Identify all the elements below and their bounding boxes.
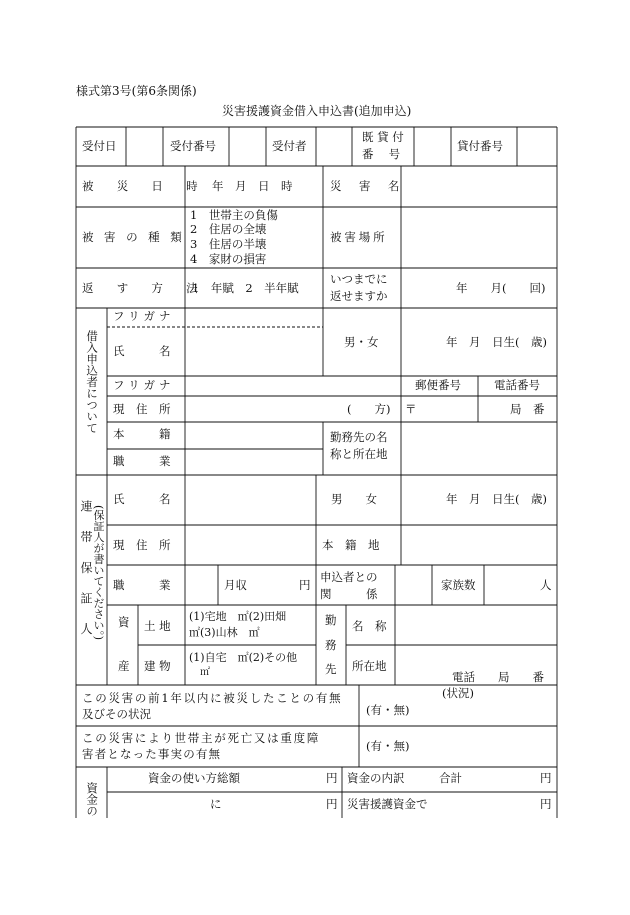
guarantor-relation-field[interactable] <box>396 566 431 604</box>
borrower-birth-field[interactable]: 年 月 日生( 歳) <box>446 335 547 349</box>
damage-option-1[interactable]: 1 世帯主の負傷 <box>190 208 278 222</box>
funds-section-label: 資金の <box>85 782 100 817</box>
guarantor-birth-field[interactable]: 年 月 日生( 歳) <box>446 492 547 506</box>
guarantor-section-note: (保証人が書いてください。) <box>92 505 105 641</box>
prior-loan-no-label-2: 番 号 <box>362 147 401 161</box>
head-death-label-2: 害者となった事実の有無 <box>82 747 222 761</box>
receipt-date-label: 受付日 <box>82 139 117 153</box>
guarantor-domicile-field[interactable] <box>402 526 556 564</box>
guarantor-name-field[interactable] <box>186 476 315 524</box>
prior-disaster-label-1: この災害の前1年以内に被災したことの有無 <box>82 691 343 705</box>
guarantor-relation-label-1: 申込者との <box>320 570 378 584</box>
prior-disaster-status: (状況) <box>442 686 474 700</box>
postal-code-label: 郵便番号 <box>415 378 461 392</box>
workplace-label-1: 勤 <box>325 613 337 627</box>
receipt-no-label: 受付番号 <box>170 139 216 153</box>
guarantor-sex-field[interactable]: 男 女 <box>331 492 377 506</box>
disaster-name-field[interactable] <box>402 167 556 206</box>
land-field-2[interactable]: ㎡(3)山林 ㎡ <box>189 626 260 639</box>
loan-receipt-no-field[interactable] <box>518 128 556 165</box>
phone-number-label: 電話番号 <box>494 378 540 392</box>
borrower-occupation-label: 職 業 <box>113 454 171 468</box>
borrower-address-field[interactable]: ( 方) <box>347 402 391 416</box>
assets-label-top: 資 <box>118 615 130 629</box>
receipt-date-field[interactable] <box>127 128 162 165</box>
borrower-sex-field[interactable]: 男・女 <box>344 335 379 349</box>
borrower-furigana-field[interactable] <box>186 309 322 326</box>
head-death-label-1: この災害により世帯主が死亡又は重度障 <box>82 731 321 745</box>
guarantor-address-field[interactable] <box>186 526 315 564</box>
funds-ni-label: に <box>210 797 222 811</box>
borrower-section-label: 借入申込者について <box>85 330 100 434</box>
disaster-datetime-field[interactable]: 年 月 日 時 <box>212 179 293 193</box>
phone-number-field[interactable]: 局 番 <box>510 402 545 416</box>
funds-disaster-field[interactable]: 円 <box>540 797 552 811</box>
funds-usage-label: 資金の使い方総額 <box>148 771 240 785</box>
guarantor-domicile-label: 本 籍 地 <box>322 538 380 552</box>
repay-method-field[interactable]: 1 年賦 2 半年賦 <box>192 281 299 295</box>
damage-option-4[interactable]: 4 家財の損害 <box>190 252 267 266</box>
disaster-datetime-label: 被 災 日 時 <box>82 179 208 193</box>
prior-loan-no-field[interactable] <box>415 128 450 165</box>
land-field-1[interactable]: (1)宅地 ㎡(2)田畑 <box>189 610 287 623</box>
guarantor-name-label: 氏 名 <box>113 492 171 506</box>
damage-place-field[interactable] <box>402 208 556 267</box>
assets-label-bottom: 産 <box>118 659 130 673</box>
borrower-domicile-label: 本 籍 <box>113 427 171 441</box>
guarantor-occupation-label: 職 業 <box>113 578 171 592</box>
workplace-label-2: 務 <box>325 638 337 652</box>
guarantor-family-field[interactable]: 人 <box>540 578 552 592</box>
repay-until-field[interactable]: 年 月( 回) <box>456 281 546 295</box>
borrower-domicile-field[interactable] <box>186 423 322 448</box>
guarantor-address-label: 現 住 所 <box>113 538 171 552</box>
building-label: 建 物 <box>144 659 171 673</box>
workplace-phone-field[interactable]: 電話 局 番 <box>452 670 544 684</box>
workplace-label-3: 先 <box>325 662 337 676</box>
form-title: 災害援護資金借入申込書(追加申込) <box>222 104 412 118</box>
borrower-address-label: 現 住 所 <box>113 402 171 416</box>
prior-disaster-label-2: 及びその状況 <box>82 707 151 721</box>
funds-ni-field[interactable]: 円 <box>326 797 338 811</box>
head-death-field[interactable]: (有・無) <box>366 739 410 753</box>
land-label: 土 地 <box>144 619 171 633</box>
receiver-label: 受付者 <box>272 139 307 153</box>
funds-disaster-label: 災害援護資金で <box>347 797 428 811</box>
building-field-2[interactable]: ㎡ <box>200 667 210 678</box>
guarantor-family-label: 家族数 <box>441 578 476 592</box>
disaster-name-label: 災 害 名 <box>330 179 407 193</box>
damage-option-3[interactable]: 3 住居の半壊 <box>190 237 267 251</box>
postal-code-field[interactable]: 〒 <box>405 402 417 416</box>
borrower-workplace-field[interactable] <box>402 423 556 474</box>
funds-usage-field[interactable]: 円 <box>326 771 338 785</box>
repay-method-label: 返 す 方 法 <box>82 281 208 295</box>
workplace-name-field[interactable] <box>396 606 556 644</box>
loan-receipt-no-label: 貸付番号 <box>457 139 503 153</box>
damage-option-2[interactable]: 2 住居の全壊 <box>190 222 267 236</box>
prior-disaster-field[interactable]: (有・無) <box>366 703 410 717</box>
borrower-name-field[interactable] <box>186 328 322 375</box>
receiver-field[interactable] <box>317 128 351 165</box>
borrower-workplace-label-1: 勤務先の名 <box>330 430 388 444</box>
damage-type-label: 被 害 の 種 類 <box>82 230 186 244</box>
guarantor-income-label: 月収 <box>224 578 247 592</box>
funds-breakdown-label: 資金の内訳 合計 <box>347 771 462 785</box>
workplace-location-label: 所在地 <box>352 659 387 673</box>
guarantor-income-field[interactable]: 円 <box>299 578 311 592</box>
funds-breakdown-field[interactable]: 円 <box>540 771 552 785</box>
repay-until-label-2: 返せますか <box>330 289 388 303</box>
guarantor-relation-label-2: 関 係 <box>320 587 378 601</box>
damage-place-label: 被害場所 <box>330 230 388 244</box>
borrower-name-label: 氏 名 <box>113 344 171 358</box>
borrower-furigana2-label: フリガナ <box>113 378 175 392</box>
borrower-workplace-label-2: 称と所在地 <box>330 447 388 461</box>
prior-loan-no-label-1: 既 貸 付 <box>362 130 404 144</box>
repay-until-label-1: いつまでに <box>330 272 388 286</box>
workplace-name-label: 名 称 <box>352 619 387 633</box>
borrower-furigana-label: フリガナ <box>113 309 175 323</box>
guarantor-section-label: 連帯保証人 <box>79 500 93 653</box>
form-number: 様式第3号(第6条関係) <box>76 84 197 98</box>
building-field-1[interactable]: (1)自宅 ㎡(2)その他 <box>189 651 298 664</box>
receipt-no-field[interactable] <box>230 128 265 165</box>
guarantor-occupation-field[interactable] <box>186 566 217 604</box>
borrower-occupation-field[interactable] <box>186 450 322 474</box>
